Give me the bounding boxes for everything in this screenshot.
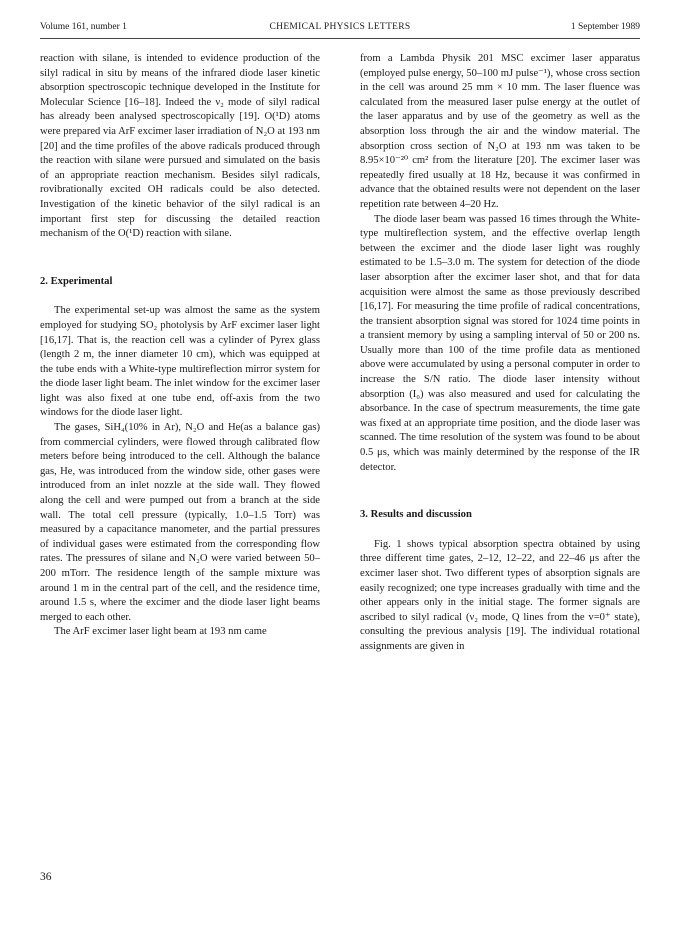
section-heading-experimental: 2. Experimental [40, 275, 113, 287]
running-header [40, 22, 640, 36]
experimental-paragraph-4: The diode laser beam was passed 16 times through the White-type multireflection system, and the effective overlap length between the excimer and the diode laser light was roughly estimated to be 1.5–3.0 m. The system for detection of the diode laser absorption after the excimer laser shot, and that for data acquisition were almost the same as those previously described [16,17]. For measuring the time profile of radical concentrations, the transient absorption signal was stored for 1024 time points in a transient memory by using a sampling interval of 50 or 200 ns. Usually more than 100 of the time profile data as mentioned above were accumulated by using a personal computer in order to increase the S/N ratio. The diode laser intensity without absorption (I₀) was also measured and used for calculating the absorbance. In the case of spectrum measurements, the time gate was fixed at an appropriate time position, and the diode laser was scanned. The time resolution of the system was found to be about 0.5 μs, which was mainly determined by the response of the IR detector. [360, 213, 640, 473]
section-heading-results: 3. Results and discussion [360, 509, 472, 521]
experimental-paragraph-3: The ArF excimer laser light beam at 193 nm came [54, 626, 267, 638]
left-column [40, 52, 320, 640]
journal-title: CHEMICAL PHYSICS LETTERS [269, 22, 411, 32]
experimental-paragraph-1: The experimental set-up was almost the same as the system employed for studying SO₂ photolysis by ArF excimer laser light [16,17]. That is, the reaction cell was a cylinder of Pyrex glass (length 2 m, the inner diameter 10 cm), which was equipped at the tube ends with a White-type multireflection mirror system for the diode laser light beam. The inlet window for the excimer laser light was also fixed at one tube end, off-axis from the two windows for the diode laser light. [40, 305, 320, 419]
experimental-paragraph-3-cont: from a Lambda Physik 201 MSC excimer laser apparatus (employed pulse energy, 50–100 mJ pulse⁻¹), whose cross section in the cell was around 25 mm × 10 mm. The laser fluence was calculated from the measured laser pulse energy at the outlet of the laser apparatus and by use of the geometry as well as the absorption loss through the air and the window material. The absorption cross section of N₂O at 193 nm was taken to be 8.95×10⁻²⁰ cm² from the literature [20]. The excimer laser was repeatedly fired usually at 18 Hz, because it was confirmed in advance that the obtained results were not dependent on the laser repetition rate between 4–20 Hz. [360, 53, 640, 210]
experimental-paragraph-2: The gases, SiH₄(10% in Ar), N₂O and He(as a balance gas) from commercial cylinders, were flowed through calibrated flow meters before being introduced to the cell. Although the balance gas, He, was introduced from the window side, other gases were introduced from an inlet nozzle at the side wall. They flowed along the cell and were pumped out from a branch at the side wall. The total cell pressure (typically, 1.0–1.5 Torr) was measured by a capacitance manometer, and the partial pressures of individual gases were estimated from the corresponding flow rates. The pressures of silane and N₂O were varied between 50–200 mTorr. The residence length of the sample mixture was around 1 m in the central part of the cell, and the residence time, around 1.5 s, where the excimer and the diode laser light beams merged to each other. [40, 422, 320, 623]
page-number: 36 [40, 871, 52, 883]
results-paragraph-1: Fig. 1 shows typical absorption spectra obtained by using three different time gates, 2–12, 12–22, and 22–46 μs after the excimer laser shot. Two different types of absorption signals are easily recognized; one type increases gradually with time and the other appears only in the initial stage. The former signals are ascribed to silyl radical (ν₂ mode, Q lines from the v=0⁺ state), consulting the previous analysis [19]. The individual rotational assignments are given in [360, 538, 640, 652]
right-column [360, 52, 640, 655]
issue-date: 1 September 1989 [570, 22, 640, 32]
volume-number: Volume 161, number 1 [40, 22, 127, 32]
intro-paragraph-end: reaction with silane, is intended to evidence production of the silyl radical in situ by means of the infrared diode laser kinetic absorption spectroscopic technique developed in the Institute for Molecular Science [16–18]. Indeed the ν₂ mode of silyl radical has already been analysed spectroscopically [19]. O(¹D) atoms were prepared via ArF excimer laser irradiation of N₂O at 193 nm [20] and the time profiles of the above radicals produced through the reaction with silane were pursued and simulated on the basis of an appropriate reaction mechanism. Besides silyl radicals, rovibrationally excited OH radicals could be also detected. Investigation of the kinetic behavior of the silyl radical is an important first step for discussing the detailed reaction mechanism of the O(¹D) reaction with silane. [40, 53, 320, 240]
header-rule [40, 38, 640, 39]
